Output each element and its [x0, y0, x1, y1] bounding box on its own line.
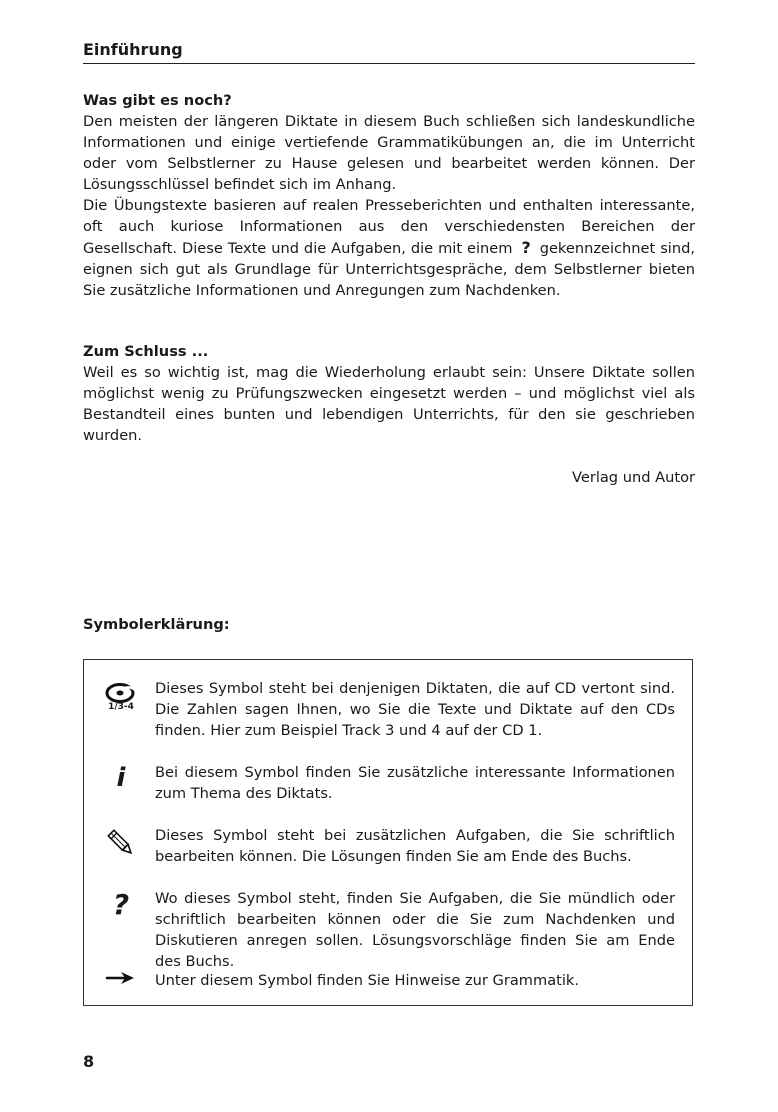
- info-icon: i: [116, 763, 126, 793]
- legend-text: Dieses Symbol steht bei zusätzlichen Aufgaben, die Sie schriftlich bearbeiten können. Die Lösungen finden Sie am Ende des Buchs.: [155, 827, 675, 865]
- paragraph: Weil es so wichtig ist, mag die Wiederholung erlaubt sein: Unsere Diktate sollen möglichst wenig zu Prüfungszwecken eingesetzt werden – und möglichst viel als Bestandteil eines bunten und lebendigen Unterrichts, für den sie geschrieben wurden.: [83, 364, 695, 444]
- symbols-heading: Symbolerklärung:: [83, 616, 230, 633]
- legend-text: Bei diesem Symbol finden Sie zusätzliche interessante Informationen zum Thema des Diktats.: [155, 764, 675, 802]
- cd-icon: [96, 682, 146, 712]
- section-heading: Zum Schluss ...: [83, 343, 209, 360]
- page-header: [83, 39, 695, 61]
- header-divider: [83, 63, 695, 64]
- symbol-legend-box: [83, 659, 693, 1006]
- chapter-title: Einführung: [83, 40, 183, 59]
- paragraph: Den meisten der längeren Diktate in diesem Buch schließen sich landeskundliche Informationen und einige vertiefende Grammatikübungen an, die im Unterricht oder vom Selbstlerner zu Hause gelesen und bearbeitet werden können. Der Lösungsschlüssel befindet sich im Anhang.: [83, 113, 695, 193]
- section-was-gibt-es-noch: [83, 90, 695, 301]
- arrow-icon: [96, 970, 146, 986]
- cd-track-label: 1/3-4: [108, 702, 134, 712]
- pencil-icon: [96, 827, 146, 859]
- section-zum-schluss: [83, 341, 695, 446]
- page-number: 8: [83, 1052, 95, 1071]
- section-heading: Was gibt es noch?: [83, 92, 232, 109]
- question-icon: ?: [112, 888, 130, 921]
- question-icon: ?: [521, 238, 531, 257]
- legend-text: Wo dieses Symbol steht, finden Sie Aufgaben, die Sie mündlich oder schriftlich bearbeiten können oder die Sie zum Nachdenken und Diskutieren anregen sollen. Lösungsvorschläge finden Sie am Ende des Buchs.: [155, 890, 675, 970]
- signature: Verlag und Autor: [571, 469, 695, 486]
- paragraph: Die Übungstexte basieren auf realen Presseberichten und enthalten interessante, oft auch kuriose Informationen aus den verschiedensten Bereichen der Gesellschaft. Diese Texte und die Aufgaben, die mit einem ? gekennzeichnet sind, eignen sich gut als Grundlage für Unterrichtsgespräche, dem Selbstlerner bieten Sie zusätzliche Informationen und Anregungen zum Nachdenken.: [83, 197, 696, 299]
- legend-text: Unter diesem Symbol finden Sie Hinweise zur Grammatik.: [155, 972, 580, 989]
- legend-text: Dieses Symbol steht bei denjenigen Diktaten, die auf CD vertont sind. Die Zahlen sagen Ihnen, wo Sie die Texte und Diktate auf den CDs finden. Hier zum Beispiel Track 3 und 4 auf der CD 1.: [155, 680, 675, 739]
